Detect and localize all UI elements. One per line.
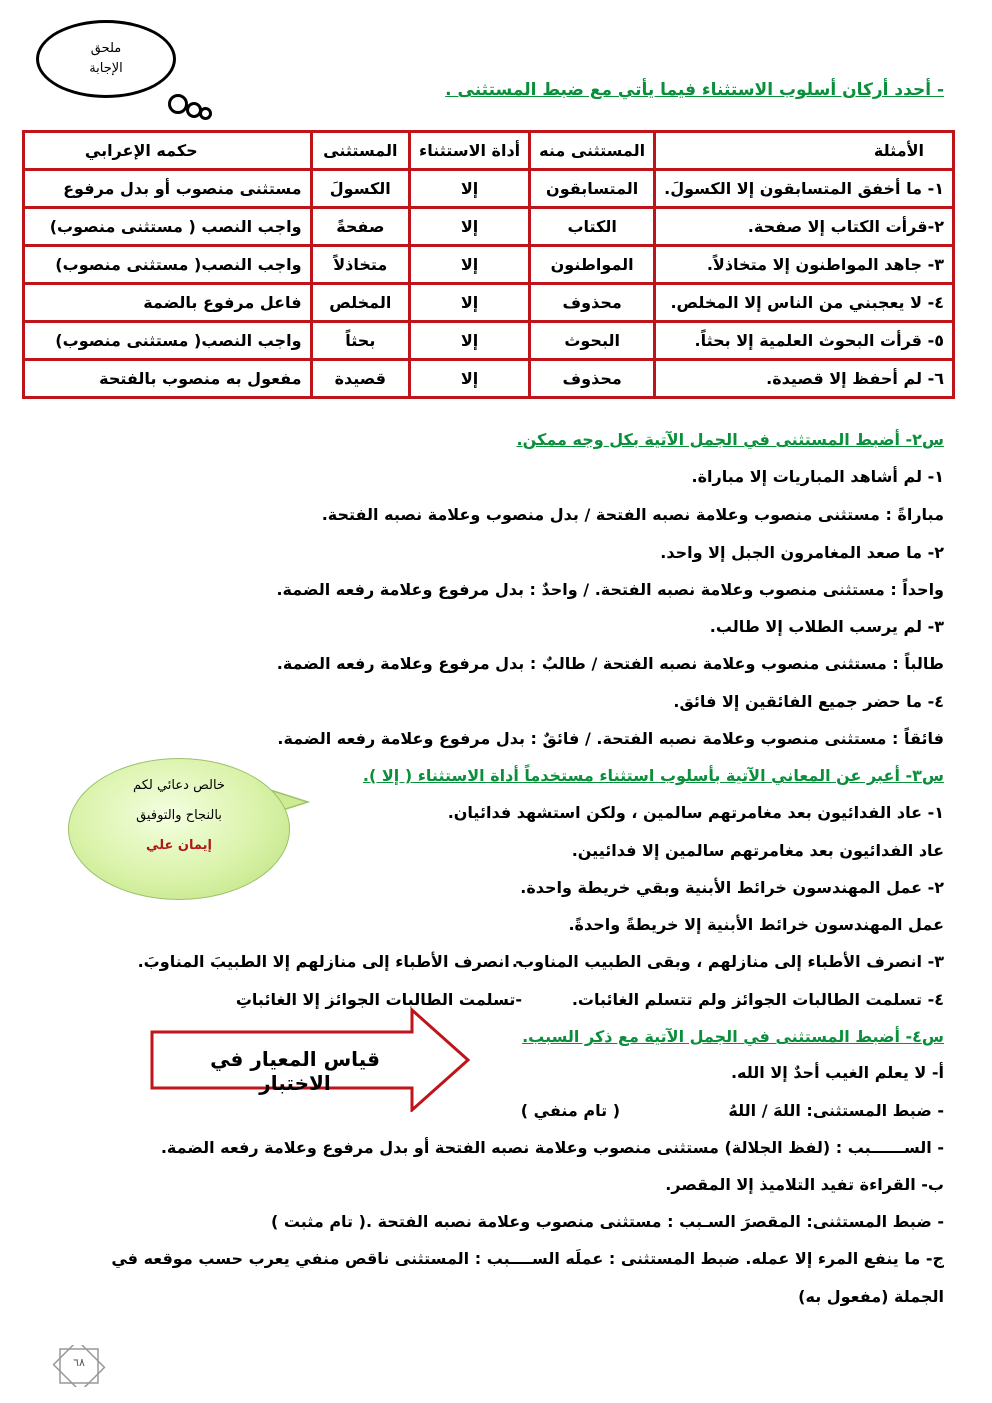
q2-line: ٢- ما صعد المغامرون الجبل إلا واحد. — [660, 543, 944, 562]
q2-line: مباراةً : مستثنى منصوب وعلامة نصبه الفتحة / بدل منصوب وعلامة نصبه الفتحة. — [321, 505, 944, 524]
cell-excepted: بحثاً — [311, 322, 410, 360]
cell-excepted-from: البحوث — [530, 322, 655, 360]
table-row — [24, 246, 954, 284]
cell-ruling: واجب النصب( مستثنى منصوب) — [24, 246, 312, 284]
blob-line1: خالص دعائي لكم — [133, 778, 225, 793]
cell-excepted: صفحةً — [311, 208, 410, 246]
q2-line: فائقاً : مستثنى منصوب وعلامة نصبه الفتحة. / فائقٌ : بدل مرفوع وعلامة رفعه الضمة. — [277, 729, 944, 748]
table-row — [24, 360, 954, 398]
q3-line: ٢- عمل المهندسون خرائط الأبنية وبقي خريطة واحدة. — [520, 878, 944, 897]
cell-excepted-from: المواطنون — [530, 246, 655, 284]
cell-tool: إلا — [410, 170, 530, 208]
cell-excepted-from: محذوف — [530, 284, 655, 322]
page-number: ٦٨ — [73, 1356, 85, 1369]
greeting-blob — [68, 758, 290, 900]
cell-example: ٥- قرأت البحوث العلمية إلا بحثاً. — [655, 322, 954, 360]
cell-excepted-from: المتسابقون — [530, 170, 655, 208]
q3-answer: -تسلمت الطالبات الجوائز إلا الغائباتِ — [235, 990, 522, 1009]
cell-tool: إلا — [410, 208, 530, 246]
q4-a-sentence: أ- لا يعلم الغيب أحدٌ إلا الله. — [730, 1063, 944, 1082]
cloud-line2: الإجابة — [89, 61, 123, 76]
cell-excepted: قصيدة — [311, 360, 410, 398]
q3-line: ١- عاد الفدائيون بعد مغامرتهم سالمين ، ولكن استشهد فدائيان. — [447, 803, 944, 822]
cell-excepted: متخاذلاً — [311, 246, 410, 284]
q3-line: عاد الفدائيون بعد مغامرتهم سالمين إلا فدائيين. — [571, 841, 944, 860]
q4-a-reason: - الســــــبب : (لفظ الجلالة) مستثنى منصوب وعلامة نصبه الفتحة أو بدل مرفوع وعلامة رفعه الضمة. — [160, 1138, 944, 1157]
cell-tool: إلا — [410, 246, 530, 284]
cell-ruling: مفعول به منصوب بالفتحة — [24, 360, 312, 398]
q4-b-dabt: - ضبط المستثنى: المقصرَ السـبب : مستثنى منصوب وعلامة نصبه الفتحة .( تام مثبت ) — [270, 1212, 944, 1231]
cloud-bubble-large — [168, 94, 188, 114]
cell-example: ٢-قرأت الكتاب إلا صفحة. — [655, 208, 954, 246]
q3-answer: - انصرف الأطباء إلى منازلهم إلا الطبيبَ المناوبَ. — [137, 952, 522, 971]
exception-table — [22, 130, 955, 399]
cell-excepted-from: الكتاب — [530, 208, 655, 246]
q4-c-line2: الجملة (مفعول به) — [798, 1287, 944, 1306]
cell-excepted: الكسولَ — [311, 170, 410, 208]
q2-line: واحداً : مستثنى منصوب وعلامة نصبه الفتحة. / واحدٌ : بدل مرفوع وعلامة رفعه الضمة. — [276, 580, 944, 599]
cell-example: ٤- لا يعجبني من الناس إلا المخلص. — [655, 284, 954, 322]
header-grammatical-ruling: حكمه الإعرابي — [24, 132, 312, 170]
header-excepted-from: المستثنى منه — [530, 132, 655, 170]
q2-line: ٤- ما حضر جميع الفائقين إلا فائق. — [673, 692, 944, 711]
q2-line: ١- لم أشاهد المباريات إلا مباراة. — [691, 467, 944, 486]
cell-ruling: واجب النصب ( مستثنى منصوب) — [24, 208, 312, 246]
answer-key-cloud — [36, 20, 176, 98]
table-row — [24, 170, 954, 208]
q3-line: عمل المهندسون خرائط الأبنية إلا خريطةً واحدةً. — [568, 915, 944, 934]
cell-example: ٦- لم أحفظ إلا قصيدة. — [655, 360, 954, 398]
q3-line: ٤- تسلمت الطالبات الجوائز ولم تتسلم الغائبات. — [571, 990, 944, 1009]
question4-title: س٤- أضبط المستثنى في الجمل الآتية مع ذكر السبب. — [522, 1027, 944, 1046]
q2-line: ٣- لم يرسب الطلاب إلا طالب. — [709, 617, 944, 636]
blob-line2: بالنجاح والتوفيق — [136, 808, 222, 823]
cell-ruling: فاعل مرفوع بالضمة — [24, 284, 312, 322]
cloud-line1: ملحق — [90, 41, 122, 56]
cell-excepted-from: محذوف — [530, 360, 655, 398]
cell-tool: إلا — [410, 284, 530, 322]
arrow-label: قياس المعيار في الاختبار — [210, 1047, 380, 1095]
cell-example: ٣- جاهد المواطنون إلا متخاذلاً. — [655, 246, 954, 284]
header-examples: الأمثلة — [655, 132, 954, 170]
question2-title: س٢- أضبط المستثنى في الجمل الآتية بكل وجه ممكن. — [516, 430, 944, 449]
q2-line: طالباً : مستثنى منصوب وعلامة نصبه الفتحة / طالبٌ : بدل مرفوع وعلامة رفعه الضمة. — [276, 654, 944, 673]
q3-line: ٣- انصرف الأطباء إلى منازلهم ، وبقى الطبيب المناوب. — [511, 952, 944, 971]
cloud-bubble-small — [199, 107, 212, 120]
q4-a-dabt: - ضبط المستثنى: اللهَ / اللهُ — [728, 1101, 944, 1120]
cell-ruling: مستثنى منصوب أو بدل مرفوع — [24, 170, 312, 208]
table-header-row — [24, 132, 954, 170]
header-exception-tool: أداة الاستثناء — [410, 132, 530, 170]
table-row — [24, 322, 954, 360]
q4-b-sentence: ب- القراءة تفيد التلاميذ إلا المقصر. — [665, 1175, 944, 1194]
q4-a-type: ( تام منفي ) — [520, 1101, 620, 1120]
cell-excepted: المخلص — [311, 284, 410, 322]
cell-tool: إلا — [410, 322, 530, 360]
table-row — [24, 284, 954, 322]
cell-example: ١- ما أخفق المتسابقون إلا الكسولَ. — [655, 170, 954, 208]
question1-title: - أحدد أركان أسلوب الاستثناء فيما يأتي مع ضبط المستثنى . — [445, 80, 944, 100]
table-row — [24, 208, 954, 246]
cell-ruling: واجب النصب( مستثنى منصوب) — [24, 322, 312, 360]
header-excepted: المستثنى — [311, 132, 410, 170]
q4-c-line1: ج- ما ينفع المرء إلا عمله. ضبط المستثنى : عملَه الســــبب : المستثنى ناقص منفي يعرب حسب موقعه في — [111, 1249, 944, 1268]
question3-title: س٣- أعبر عن المعاني الآتية بأسلوب استثناء مستخدماً أداة الاستثناء ( إلا ). — [362, 766, 944, 785]
cell-tool: إلا — [410, 360, 530, 398]
author-name: إيمان علي — [146, 838, 212, 853]
